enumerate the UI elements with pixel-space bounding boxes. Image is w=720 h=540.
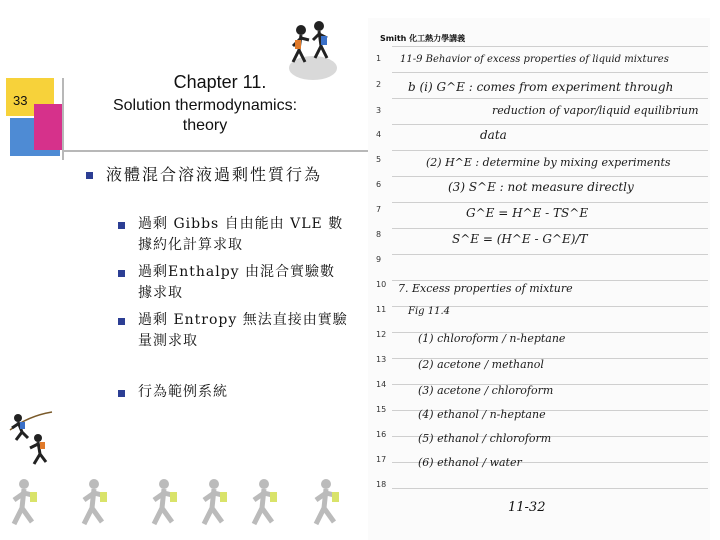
- line-number: 3: [376, 106, 382, 115]
- line-number: 2: [376, 80, 382, 89]
- ruled-line: [392, 72, 708, 73]
- sub-bullet-1: 過剩 Gibbs 自由能由 VLE 數據約化計算求取: [138, 216, 344, 253]
- notes-line: (2) acetone / methanol: [418, 358, 544, 371]
- bullet-marker: [118, 318, 125, 325]
- line-number: 10: [376, 280, 387, 289]
- ruled-line: [392, 98, 708, 99]
- subtitle-line-2: theory: [182, 117, 228, 134]
- ruled-line: [392, 176, 708, 177]
- running-figures-decoration: [0, 474, 370, 540]
- slide-number: 33: [13, 93, 28, 108]
- line-number: 5: [376, 155, 382, 164]
- line-number: 11: [376, 305, 387, 314]
- decor-square-magenta: [34, 104, 64, 150]
- notes-line: b (i) G^E : comes from experiment through: [408, 80, 674, 94]
- line-number: 6: [376, 180, 382, 189]
- notes-line: S^E = (H^E - G^E)/T: [452, 232, 588, 246]
- line-number: 13: [376, 355, 387, 364]
- line-number: 9: [376, 255, 382, 264]
- ruled-line: [392, 488, 708, 489]
- notes-line: reduction of vapor/liquid equilibrium: [492, 104, 699, 117]
- line-number: 18: [376, 480, 387, 489]
- ruled-line: [392, 124, 708, 125]
- line-number: 12: [376, 330, 387, 339]
- line-number: 8: [376, 230, 382, 239]
- notes-page-id: 11-32: [508, 500, 546, 515]
- ruled-line: [392, 228, 708, 229]
- bullet-marker: [86, 172, 93, 179]
- notes-line: data: [480, 128, 507, 142]
- notes-line: (5) ethanol / chloroform: [418, 432, 552, 445]
- title-divider-vertical: [62, 78, 64, 160]
- sub-bullet-4: 行為範例系統: [138, 384, 228, 400]
- ruled-line: [392, 202, 708, 203]
- bullet-marker: [118, 390, 125, 397]
- ruled-line: [392, 150, 708, 151]
- title-divider-horizontal: [62, 150, 380, 152]
- line-number: 16: [376, 430, 387, 439]
- sub-bullet-3: 過剩 Entropy 無法直接由實驗量測求取: [138, 312, 348, 349]
- notes-line: (3) S^E : not measure directly: [448, 180, 634, 194]
- ruled-line: [392, 280, 708, 281]
- line-number: 1: [376, 54, 382, 63]
- notes-line: (2) H^E : determine by mixing experiments: [426, 156, 671, 169]
- main-bullet-text: 液體混合溶液過剩性質行為: [106, 165, 323, 184]
- sub-bullet-2: 過剩Enthalpy 由混合實驗數據求取: [138, 264, 336, 301]
- notes-line: 7. Excess properties of mixture: [398, 282, 573, 295]
- line-number: 15: [376, 405, 387, 414]
- line-number: 4: [376, 130, 382, 139]
- notes-header: Smith 化工熱力學講義: [380, 34, 466, 43]
- notes-line: Fig 11.4: [408, 306, 450, 317]
- notes-line: (3) acetone / chloroform: [418, 384, 554, 397]
- bullet-marker: [118, 222, 125, 229]
- climbers-figure-icon: [283, 20, 341, 82]
- notes-line: G^E = H^E - TS^E: [466, 206, 589, 220]
- ruled-line: [392, 46, 708, 47]
- line-number: 14: [376, 380, 387, 389]
- rope-climbers-icon: [8, 408, 60, 470]
- slide-subtitle: [100, 96, 310, 136]
- notes-line: (4) ethanol / n-heptane: [418, 408, 546, 421]
- subtitle-line-1: Solution thermodynamics:: [112, 97, 298, 114]
- line-number: 17: [376, 455, 387, 464]
- slide-title: Chapter 11.: [173, 72, 267, 92]
- ruled-line: [392, 254, 708, 255]
- notes-line: 11-9 Behavior of excess properties of liquid mixtures: [400, 54, 669, 65]
- bullet-marker: [118, 270, 125, 277]
- notes-line: (1) chloroform / n-heptane: [418, 332, 566, 345]
- notes-line: (6) ethanol / water: [418, 456, 522, 469]
- line-number: 7: [376, 205, 382, 214]
